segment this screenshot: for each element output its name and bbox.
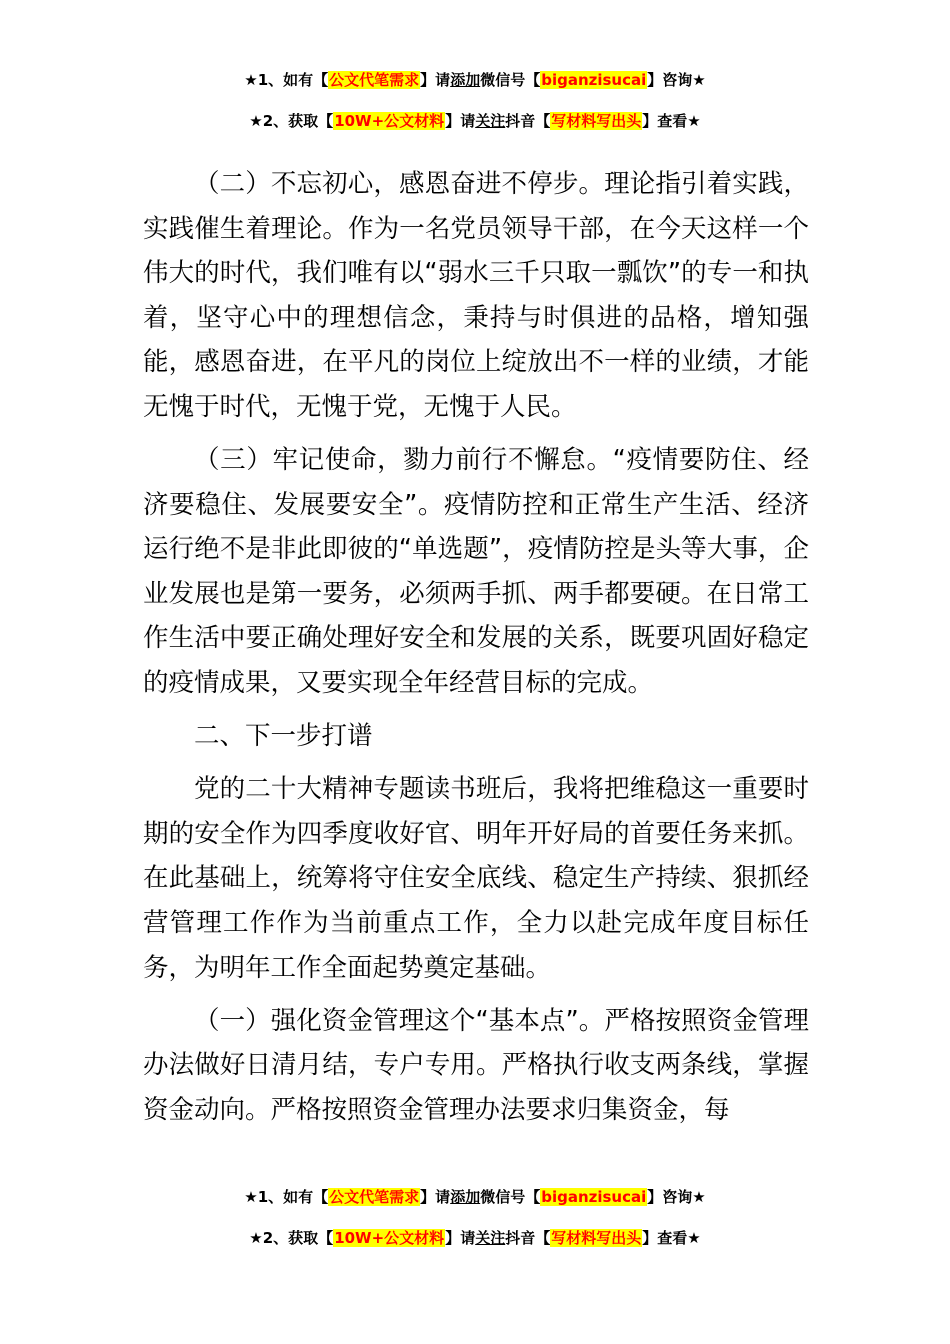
promo-highlight: 公文代笔需求 [329,71,420,89]
promo-prefix: ★2、获取【 [249,112,334,130]
promo-text: 】请 [445,1229,476,1247]
promo-text: 抖音【 [505,112,551,130]
bottom-promo-line-2 [0,1228,950,1248]
document-body [143,162,809,1141]
promo-suffix: 】咨询★ [647,71,706,89]
promo-text: 】请 [445,112,476,130]
paragraph: （二）不忘初心，感恩奋进不停步。理论指引着实践，实践催生着理论。作为一名党员领导干部，在今天这样一个伟大的时代，我们唯有以“弱水三千只取一瓢饮”的专一和执着，坚守心中的理想信念，秉持与时俱进的品格，增知强能，感恩奋进，在平凡的岗位上绽放出不一样的业绩，才能无愧于时代，无愧于党，无愧于人民。 [143,169,809,422]
promo-highlight: 10W+公文材料 [334,1229,445,1247]
promo-highlight: biganzisucai [541,71,647,89]
promo-text: 抖音【 [505,1229,551,1247]
promo-emphasis: 关注 [475,1229,506,1247]
promo-suffix: 】查看★ [642,1229,701,1247]
promo-text: 微信号【 [480,1188,541,1206]
promo-emphasis: 添加 [450,1188,481,1206]
promo-highlight: 写材料写出头 [551,112,642,130]
top-promo-line-2 [0,111,950,131]
promo-highlight: 写材料写出头 [551,1229,642,1247]
promo-highlight: biganzisucai [541,1188,647,1206]
paragraph: 党的二十大精神专题读书班后，我将把维稳这一重要时期的安全作为四季度收好官、明年开好局的首要任务来抓。在此基础上，统筹将守住安全底线、稳定生产持续、狠抓经营管理工作作为当前重点工作，全力以赴完成年度目标任务，为明年工作全面起势奠定基础。 [143,774,809,983]
paragraph: （一）强化资金管理这个“基本点”。严格按照资金管理办法做好日清月结，专户专用。严格执行收支两条线，掌握资金动向。严格按照资金管理办法要求归集资金，每 [143,1005,809,1125]
promo-prefix: ★1、如有【 [244,71,329,89]
promo-prefix: ★2、获取【 [249,1229,334,1247]
section-heading: 二、下一步打谱 [194,721,373,752]
promo-emphasis: 添加 [450,71,481,89]
promo-prefix: ★1、如有【 [244,1188,329,1206]
promo-suffix: 】查看★ [642,112,701,130]
promo-suffix: 】咨询★ [647,1188,706,1206]
promo-highlight: 10W+公文材料 [334,112,445,130]
bottom-promo-line-1 [0,1187,950,1207]
top-promo-line-1 [0,70,950,90]
promo-text: 微信号【 [480,71,541,89]
promo-text: 】请 [420,71,451,89]
paragraph: （三）牢记使命，勠力前行不懈怠。“疫情要防住、经济要稳住、发展要安全”。疫情防控和正常生产生活、经济运行绝不是非此即彼的“单选题”，疫情防控是头等大事，企业发展也是第一要务，必须两手抓、两手都要硬。在日常工作生活中要正确处理好安全和发展的关系，既要巩固好稳定的疫情成果，又要实现全年经营目标的完成。 [143,445,809,699]
promo-emphasis: 关注 [475,112,506,130]
promo-text: 】请 [420,1188,451,1206]
promo-highlight: 公文代笔需求 [329,1188,420,1206]
